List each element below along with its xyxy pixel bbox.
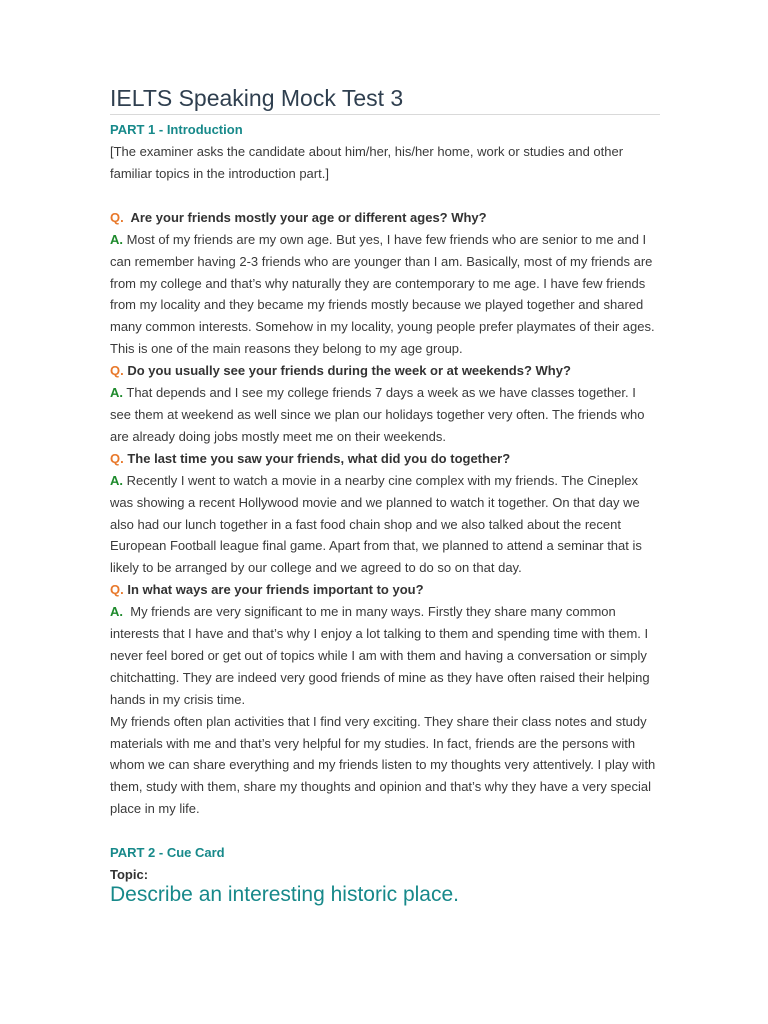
part2-heading: PART 2 - Cue Card <box>110 845 225 861</box>
answer <box>110 470 660 580</box>
question-marker: Q. <box>110 450 124 466</box>
qa-item <box>110 579 660 710</box>
question-marker: Q. <box>110 363 124 379</box>
question <box>110 579 660 601</box>
qa-item <box>110 360 660 448</box>
answer-marker: A. <box>110 231 123 247</box>
answer <box>110 382 660 448</box>
answer-text: That depends and I see my college friends 7 days a week as we have classes together. I see them at weekend as well since we plan our holidays together very often. The friends who are already doing jobs mostly meet me on their weekends. <box>110 385 645 444</box>
spacer <box>110 820 660 842</box>
document-page <box>110 84 660 908</box>
answer-marker: A. <box>110 604 123 620</box>
qa-item <box>110 207 660 360</box>
qa-item <box>110 448 660 579</box>
answer-text: Recently I went to watch a movie in a nearby cine complex with my friends. The Cineplex was showing a recent Hollywood movie and we planned to watch it together. On that day we also had our lunch together in a fast food chain shop and we also talked about the recent European Football league final game. Apart from that, we planned to attend a seminar that is likely to be arranged by our college and we agreed to do so on that day. <box>110 472 642 576</box>
answer-text: My friends are very significant to me in many ways. Firstly they share many common interests that I have and that’s why I enjoy a lot talking to them and spending time with them. I never feel bored or get out of topics while I am with them and having a conversation or simply chitchatting. They are indeed very good friends of mine as they have often raised their helping hands in my crisis time. <box>110 604 650 707</box>
answer <box>110 601 660 711</box>
question-text: Are your friends mostly your age or different ages? Why? <box>130 209 487 225</box>
question <box>110 448 660 470</box>
topic-label: Topic: <box>110 867 149 883</box>
answer-marker: A. <box>110 385 123 401</box>
answer <box>110 229 660 360</box>
question-text: Do you usually see your friends during the week or at weekends? Why? <box>127 363 571 379</box>
question-text: In what ways are your friends important to you? <box>127 582 424 598</box>
question-marker: Q. <box>110 582 124 598</box>
cue-card-topic: Describe an interesting historic place. <box>110 883 460 907</box>
spacer <box>110 185 660 207</box>
part1-intro: [The examiner asks the candidate about him/her, his/her home, work or studies and other familiar topics in the introduction part.] <box>110 144 624 181</box>
answer-text: Most of my friends are my own age. But yes, I have few friends who are senior to me and I can remember having 2-3 friends who are younger than I am. Basically, most of my friends are from my college and that’s why naturally they are contemporary to me age. I have few friends from my locality and they became my friends mostly because we played together and shared many common interests. Somehow in my locality, young people prefer playmates of their ages. This is one of the main reasons they belong to my age group. <box>110 231 655 357</box>
question <box>110 207 660 229</box>
answer-marker: A. <box>110 472 123 488</box>
question-text: The last time you saw your friends, what did you do together? <box>127 450 511 466</box>
part1-heading: PART 1 - Introduction <box>110 122 243 137</box>
question-marker: Q. <box>110 209 124 225</box>
question <box>110 360 660 382</box>
answer-continuation: My friends often plan activities that I find very exciting. They share their class notes and study materials with me and that’s very helpful for my studies. In fact, friends are the persons with whom we can share everything and my friends listen to my thoughts very attentively. I play with them, study with them, share my thoughts and opinion and that’s why they have a very special place in my life. <box>110 713 656 817</box>
page-title: IELTS Speaking Mock Test 3 <box>110 84 660 115</box>
